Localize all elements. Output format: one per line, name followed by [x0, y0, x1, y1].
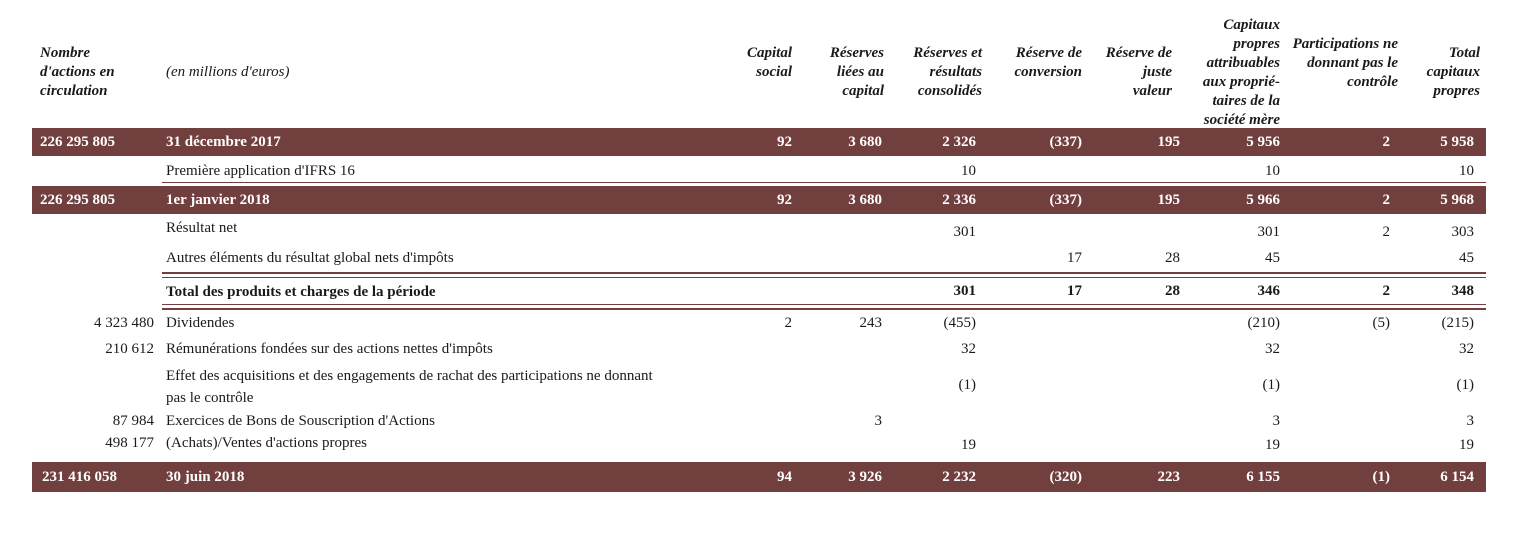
row-cell: 3 — [1272, 413, 1280, 429]
row-band-jun-2018 — [32, 462, 1486, 492]
header-participations: Participations ne donnant pas le contrôle — [1292, 36, 1398, 90]
row-cell: 6 154 — [1440, 469, 1474, 485]
row-cell: (215) — [1441, 315, 1474, 331]
row-cell: 3 926 — [848, 469, 882, 485]
row-cell: 5 968 — [1440, 192, 1474, 208]
row-label: 30 juin 2018 — [166, 469, 245, 485]
row-cell: (1) — [1262, 377, 1280, 393]
row-cell: 28 — [1165, 250, 1180, 266]
row-cell: 45 — [1459, 250, 1474, 266]
row-cell: 5 966 — [1246, 192, 1280, 208]
row-cell: 17 — [1067, 283, 1082, 299]
header-shares: Nombre d'actions en circulation — [40, 45, 115, 99]
row-cell: 32 — [1459, 341, 1474, 357]
row-cell: (337) — [1049, 134, 1082, 150]
row-cell: 2 — [1382, 224, 1390, 240]
row-cell: 195 — [1157, 134, 1180, 150]
row-label: 31 décembre 2017 — [166, 134, 281, 150]
row-cell: 28 — [1165, 283, 1180, 299]
row-cell: (320) — [1049, 469, 1082, 485]
row-cell: 92 — [777, 134, 792, 150]
row-label: Exercices de Bons de Souscription d'Actions — [166, 413, 435, 429]
row-cell: 223 — [1157, 469, 1180, 485]
row-shares: 498 177 — [105, 435, 154, 451]
header-reserve-conversion: Réserve de conversion — [1014, 45, 1082, 80]
row-cell: (210) — [1247, 315, 1280, 331]
row-cell: (1) — [1372, 469, 1390, 485]
row-band-jan-2018 — [32, 186, 1486, 214]
row-cell: 10 — [1459, 163, 1474, 179]
table-row — [32, 218, 1486, 244]
row-cell: 17 — [1067, 250, 1082, 266]
total-rule-top-inner — [162, 277, 1486, 278]
header-reserves-capital: Réserves liées au capital — [829, 45, 884, 99]
row-cell: (5) — [1372, 315, 1390, 331]
row-cell: 2 232 — [942, 469, 976, 485]
row-cell: 301 — [953, 283, 976, 299]
table-row — [32, 160, 1486, 182]
table-row — [32, 339, 1486, 361]
table-row — [32, 433, 1486, 455]
row-label: Effet des acquisitions et des engagements de rachat des participations ne donnant pas le contrôle — [166, 368, 653, 406]
total-rule-bottom — [162, 308, 1486, 310]
table-row-total — [32, 281, 1486, 303]
row-cell: 32 — [1265, 341, 1280, 357]
row-label: (Achats)/Ventes d'actions propres — [166, 435, 367, 451]
row-shares: 231 416 058 — [42, 469, 117, 485]
table-row — [32, 248, 1486, 270]
row-cell: 6 155 — [1246, 469, 1280, 485]
row-cell: 348 — [1451, 283, 1474, 299]
row-cell: 3 — [1466, 413, 1474, 429]
row-cell: 2 336 — [942, 192, 976, 208]
row-cell: 10 — [961, 163, 976, 179]
row-cell: 243 — [859, 315, 882, 331]
row-label: Autres éléments du résultat global nets d'impôts — [166, 250, 454, 266]
header-total-capitaux: Total capitaux propres — [1426, 45, 1480, 99]
row-band-dec-2017 — [32, 128, 1486, 156]
row-cell: 3 680 — [848, 192, 882, 208]
row-label: Total des produits et charges de la période — [166, 284, 436, 300]
row-label: Dividendes — [166, 315, 235, 331]
row-cell: 303 — [1451, 224, 1474, 240]
row-divider — [162, 182, 1486, 183]
row-label: 1er janvier 2018 — [166, 192, 270, 208]
total-rule-top — [162, 272, 1486, 274]
row-shares: 4 323 480 — [94, 315, 154, 331]
row-shares: 210 612 — [105, 341, 154, 357]
header-reserve-juste-valeur: Réserve de juste valeur — [1105, 45, 1172, 99]
row-cell: 5 958 — [1440, 134, 1474, 150]
row-cell: 94 — [777, 469, 792, 485]
row-cell: 195 — [1157, 192, 1180, 208]
table-row — [32, 365, 1486, 409]
row-label: Rémunérations fondées sur des actions nettes d'impôts — [166, 341, 493, 357]
row-cell: 2 — [784, 315, 792, 331]
header-capitaux-attribuables: Capitaux propres attribuables aux proprié-taires de la société mère — [1202, 17, 1280, 128]
header-reserves-resultats: Réserves et résultats consolidés — [913, 45, 982, 99]
header-capital-social: Capital social — [746, 45, 792, 80]
row-cell: 2 — [1382, 283, 1390, 299]
header-unit-note: (en millions d'euros) — [166, 64, 290, 80]
row-cell: 45 — [1265, 250, 1280, 266]
row-shares: 87 984 — [112, 413, 154, 429]
row-cell: 19 — [1265, 437, 1280, 453]
row-cell: 2 — [1382, 134, 1390, 150]
row-cell: 346 — [1257, 283, 1280, 299]
row-cell: 2 — [1382, 192, 1390, 208]
total-rule-bottom-inner — [162, 304, 1486, 305]
row-cell: 19 — [1459, 437, 1474, 453]
row-shares: 226 295 805 — [40, 192, 115, 208]
row-cell: (455) — [943, 315, 976, 331]
row-cell: 10 — [1265, 163, 1280, 179]
row-cell: 19 — [961, 437, 976, 453]
row-cell: 3 — [874, 413, 882, 429]
row-shares: 226 295 805 — [40, 134, 115, 150]
row-cell: 92 — [777, 192, 792, 208]
row-cell: 5 956 — [1246, 134, 1280, 150]
row-label: Première application d'IFRS 16 — [166, 163, 355, 179]
table-row — [32, 411, 1486, 433]
row-cell: 3 680 — [848, 134, 882, 150]
row-label: Résultat net — [166, 220, 238, 236]
row-cell: (337) — [1049, 192, 1082, 208]
row-cell: (1) — [958, 377, 976, 393]
row-cell: 301 — [1257, 224, 1280, 240]
table-row — [32, 313, 1486, 335]
row-cell: 301 — [953, 224, 976, 240]
row-cell: 2 326 — [942, 134, 976, 150]
row-cell: 32 — [961, 341, 976, 357]
row-cell: (1) — [1456, 377, 1474, 393]
